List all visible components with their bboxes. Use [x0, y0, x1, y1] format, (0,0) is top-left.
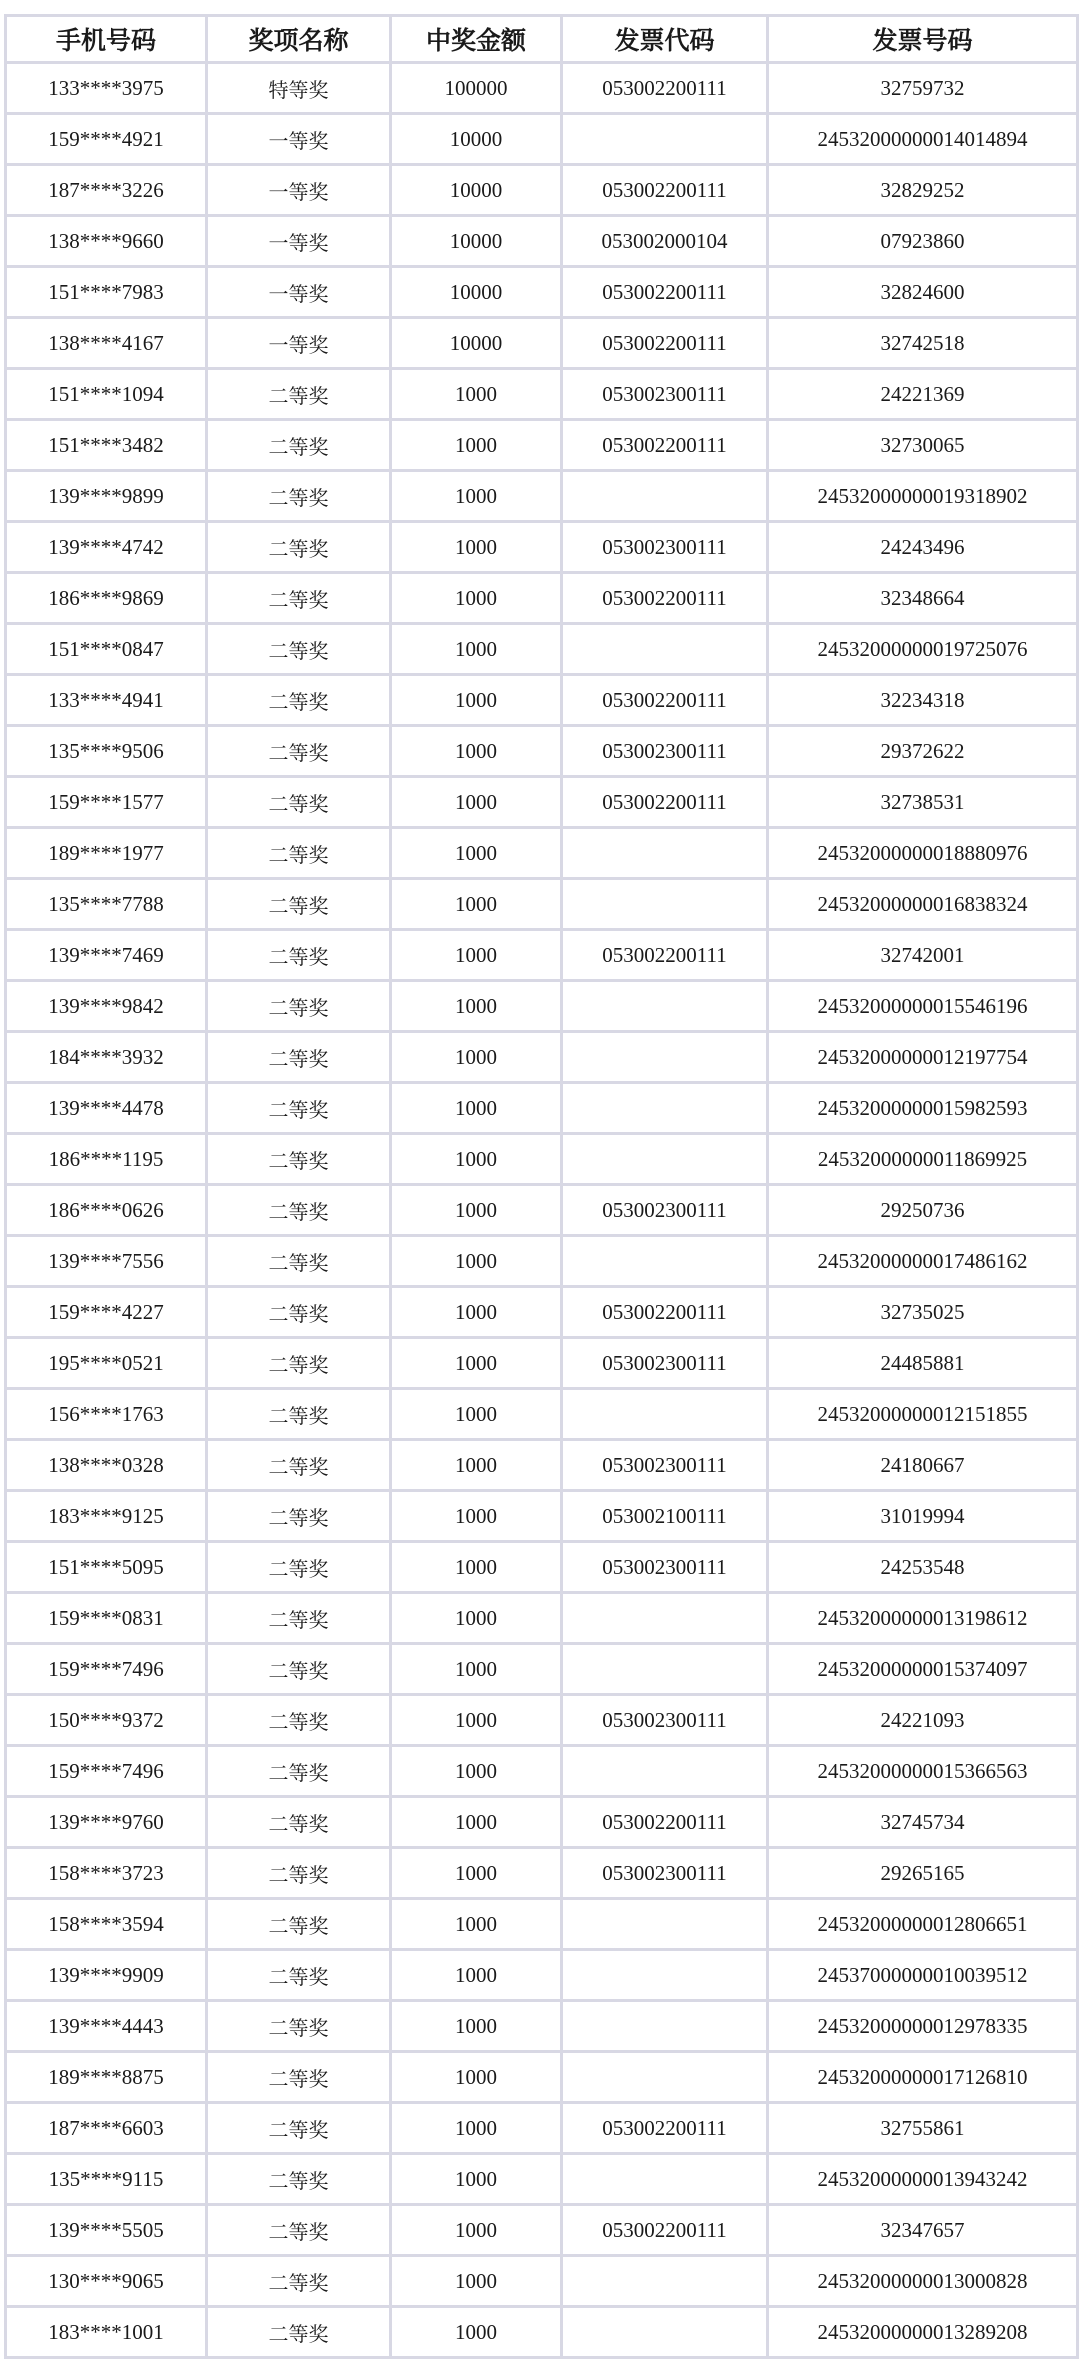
- table-row: [6, 930, 1078, 981]
- prize-name-cell: 二等奖: [207, 1491, 391, 1542]
- prize-amount-cell: 1000: [391, 624, 562, 675]
- invoice-number-cell: 07923860: [768, 216, 1078, 267]
- prize-name-cell: 二等奖: [207, 1287, 391, 1338]
- prize-name-cell: 二等奖: [207, 777, 391, 828]
- prize-amount-cell: 1000: [391, 1134, 562, 1185]
- table-row: [6, 2154, 1078, 2205]
- prize-name-cell: 二等奖: [207, 1950, 391, 2001]
- prize-name-cell: 二等奖: [207, 2307, 391, 2358]
- header-phone-number: 手机号码: [6, 16, 207, 63]
- invoice-code-cell: [562, 1899, 768, 1950]
- prize-name-cell: 二等奖: [207, 1542, 391, 1593]
- table-row: [6, 1695, 1078, 1746]
- invoice-code-cell: 053002200111: [562, 2103, 768, 2154]
- prize-amount-cell: 1000: [391, 1389, 562, 1440]
- phone-number-cell: 151****3482: [6, 420, 207, 471]
- phone-number-cell: 151****5095: [6, 1542, 207, 1593]
- prize-name-cell: 特等奖: [207, 63, 391, 114]
- prize-amount-cell: 1000: [391, 1083, 562, 1134]
- prize-name-cell: 二等奖: [207, 1644, 391, 1695]
- table-row: [6, 573, 1078, 624]
- invoice-number-cell: 24532000000019318902: [768, 471, 1078, 522]
- table-row: [6, 981, 1078, 1032]
- table-row: [6, 1032, 1078, 1083]
- phone-number-cell: 139****7469: [6, 930, 207, 981]
- phone-number-cell: 139****7556: [6, 1236, 207, 1287]
- invoice-code-cell: [562, 1644, 768, 1695]
- invoice-code-cell: [562, 1236, 768, 1287]
- prize-amount-cell: 10000: [391, 114, 562, 165]
- prize-amount-cell: 1000: [391, 828, 562, 879]
- table-row: [6, 2307, 1078, 2358]
- table-row: [6, 1338, 1078, 1389]
- invoice-code-cell: [562, 1134, 768, 1185]
- invoice-code-cell: 053002300111: [562, 369, 768, 420]
- prize-amount-cell: 1000: [391, 879, 562, 930]
- invoice-number-cell: 24532000000016838324: [768, 879, 1078, 930]
- header-invoice-number: 发票号码: [768, 16, 1078, 63]
- table-row: [6, 1440, 1078, 1491]
- prize-amount-cell: 1000: [391, 777, 562, 828]
- table-row: [6, 1797, 1078, 1848]
- phone-number-cell: 139****9909: [6, 1950, 207, 2001]
- phone-number-cell: 151****7983: [6, 267, 207, 318]
- invoice-number-cell: 24532000000017486162: [768, 1236, 1078, 1287]
- invoice-code-cell: 053002200111: [562, 420, 768, 471]
- prize-amount-cell: 1000: [391, 573, 562, 624]
- prize-amount-cell: 10000: [391, 216, 562, 267]
- phone-number-cell: 159****0831: [6, 1593, 207, 1644]
- phone-number-cell: 187****6603: [6, 2103, 207, 2154]
- prize-name-cell: 一等奖: [207, 267, 391, 318]
- prize-name-cell: 二等奖: [207, 2103, 391, 2154]
- invoice-code-cell: [562, 1389, 768, 1440]
- invoice-code-cell: 053002300111: [562, 1542, 768, 1593]
- invoice-number-cell: 24532000000018880976: [768, 828, 1078, 879]
- invoice-number-cell: 24221369: [768, 369, 1078, 420]
- table-row: [6, 675, 1078, 726]
- prize-name-cell: 二等奖: [207, 1236, 391, 1287]
- invoice-number-cell: 24532000000012806651: [768, 1899, 1078, 1950]
- invoice-number-cell: 24532000000019725076: [768, 624, 1078, 675]
- invoice-code-cell: 053002200111: [562, 777, 768, 828]
- table-row: [6, 624, 1078, 675]
- table-row: [6, 777, 1078, 828]
- table-row: [6, 1083, 1078, 1134]
- invoice-code-cell: 053002300111: [562, 1695, 768, 1746]
- table-row: [6, 1185, 1078, 1236]
- prize-name-cell: 一等奖: [207, 216, 391, 267]
- prize-name-cell: 二等奖: [207, 471, 391, 522]
- invoice-code-cell: 053002200111: [562, 165, 768, 216]
- phone-number-cell: 159****4921: [6, 114, 207, 165]
- invoice-number-cell: 31019994: [768, 1491, 1078, 1542]
- invoice-number-cell: 32745734: [768, 1797, 1078, 1848]
- prize-amount-cell: 1000: [391, 981, 562, 1032]
- prize-amount-cell: 1000: [391, 1950, 562, 2001]
- table-row: [6, 1899, 1078, 1950]
- prize-amount-cell: 1000: [391, 1899, 562, 1950]
- prize-name-cell: 二等奖: [207, 1134, 391, 1185]
- prize-name-cell: 二等奖: [207, 981, 391, 1032]
- invoice-code-cell: 053002200111: [562, 267, 768, 318]
- phone-number-cell: 139****4742: [6, 522, 207, 573]
- prize-name-cell: 二等奖: [207, 573, 391, 624]
- table-row: [6, 1848, 1078, 1899]
- invoice-number-cell: 24532000000014014894: [768, 114, 1078, 165]
- phone-number-cell: 139****9899: [6, 471, 207, 522]
- invoice-number-cell: 32738531: [768, 777, 1078, 828]
- invoice-number-cell: 24532000000015546196: [768, 981, 1078, 1032]
- invoice-number-cell: 24532000000012978335: [768, 2001, 1078, 2052]
- prize-name-cell: 二等奖: [207, 2001, 391, 2052]
- invoice-number-cell: 32347657: [768, 2205, 1078, 2256]
- invoice-number-cell: 32735025: [768, 1287, 1078, 1338]
- prize-name-cell: 一等奖: [207, 318, 391, 369]
- invoice-number-cell: 24537000000010039512: [768, 1950, 1078, 2001]
- table-row: [6, 369, 1078, 420]
- phone-number-cell: 184****3932: [6, 1032, 207, 1083]
- table-row: [6, 1491, 1078, 1542]
- invoice-number-cell: 24243496: [768, 522, 1078, 573]
- prize-name-cell: 二等奖: [207, 675, 391, 726]
- table-body: [6, 63, 1078, 2358]
- invoice-code-cell: [562, 2052, 768, 2103]
- prize-name-cell: 二等奖: [207, 1032, 391, 1083]
- prize-name-cell: 二等奖: [207, 879, 391, 930]
- invoice-code-cell: [562, 1083, 768, 1134]
- invoice-code-cell: [562, 2001, 768, 2052]
- prize-amount-cell: 1000: [391, 1746, 562, 1797]
- invoice-number-cell: 24180667: [768, 1440, 1078, 1491]
- invoice-number-cell: 24532000000013198612: [768, 1593, 1078, 1644]
- table-row: [6, 471, 1078, 522]
- phone-number-cell: 139****4478: [6, 1083, 207, 1134]
- invoice-code-cell: 053002300111: [562, 726, 768, 777]
- phone-number-cell: 135****7788: [6, 879, 207, 930]
- phone-number-cell: 159****7496: [6, 1746, 207, 1797]
- invoice-code-cell: 053002200111: [562, 1797, 768, 1848]
- prize-name-cell: 二等奖: [207, 1083, 391, 1134]
- table-row: [6, 2205, 1078, 2256]
- invoice-code-cell: [562, 114, 768, 165]
- prize-amount-cell: 1000: [391, 2307, 562, 2358]
- phone-number-cell: 158****3723: [6, 1848, 207, 1899]
- table-row: [6, 1644, 1078, 1695]
- prize-amount-cell: 1000: [391, 1491, 562, 1542]
- table-row: [6, 1287, 1078, 1338]
- prize-amount-cell: 1000: [391, 1593, 562, 1644]
- winners-table: [4, 14, 1079, 2359]
- invoice-code-cell: [562, 2307, 768, 2358]
- phone-number-cell: 150****9372: [6, 1695, 207, 1746]
- phone-number-cell: 151****0847: [6, 624, 207, 675]
- prize-name-cell: 二等奖: [207, 930, 391, 981]
- phone-number-cell: 183****1001: [6, 2307, 207, 2358]
- prize-name-cell: 二等奖: [207, 2052, 391, 2103]
- prize-amount-cell: 1000: [391, 1032, 562, 1083]
- prize-name-cell: 二等奖: [207, 1389, 391, 1440]
- invoice-code-cell: 053002300111: [562, 522, 768, 573]
- invoice-code-cell: [562, 624, 768, 675]
- invoice-code-cell: 053002200111: [562, 930, 768, 981]
- prize-amount-cell: 1000: [391, 1287, 562, 1338]
- invoice-number-cell: 32759732: [768, 63, 1078, 114]
- prize-name-cell: 二等奖: [207, 420, 391, 471]
- prize-amount-cell: 10000: [391, 165, 562, 216]
- phone-number-cell: 187****3226: [6, 165, 207, 216]
- invoice-code-cell: [562, 879, 768, 930]
- invoice-code-cell: 053002100111: [562, 1491, 768, 1542]
- invoice-code-cell: 053002200111: [562, 318, 768, 369]
- invoice-code-cell: [562, 1746, 768, 1797]
- invoice-number-cell: 24532000000011869925: [768, 1134, 1078, 1185]
- invoice-number-cell: 29265165: [768, 1848, 1078, 1899]
- header-invoice-code: 发票代码: [562, 16, 768, 63]
- phone-number-cell: 133****4941: [6, 675, 207, 726]
- phone-number-cell: 186****9869: [6, 573, 207, 624]
- invoice-number-cell: 24485881: [768, 1338, 1078, 1389]
- table-row: [6, 165, 1078, 216]
- phone-number-cell: 139****9760: [6, 1797, 207, 1848]
- invoice-number-cell: 32730065: [768, 420, 1078, 471]
- table-row: [6, 1746, 1078, 1797]
- table-row: [6, 2103, 1078, 2154]
- table-row: [6, 63, 1078, 114]
- prize-name-cell: 二等奖: [207, 1746, 391, 1797]
- phone-number-cell: 195****0521: [6, 1338, 207, 1389]
- invoice-code-cell: 053002200111: [562, 573, 768, 624]
- table-row: [6, 318, 1078, 369]
- table-row: [6, 267, 1078, 318]
- phone-number-cell: 139****9842: [6, 981, 207, 1032]
- invoice-code-cell: 053002300111: [562, 1338, 768, 1389]
- header-prize-name: 奖项名称: [207, 16, 391, 63]
- invoice-number-cell: 24532000000015374097: [768, 1644, 1078, 1695]
- table-row: [6, 2052, 1078, 2103]
- table-row: [6, 1389, 1078, 1440]
- prize-name-cell: 二等奖: [207, 522, 391, 573]
- invoice-number-cell: 24253548: [768, 1542, 1078, 1593]
- header-prize-amount: 中奖金额: [391, 16, 562, 63]
- prize-amount-cell: 1000: [391, 675, 562, 726]
- invoice-number-cell: 24532000000017126810: [768, 2052, 1078, 2103]
- prize-amount-cell: 1000: [391, 726, 562, 777]
- phone-number-cell: 189****8875: [6, 2052, 207, 2103]
- invoice-code-cell: 053002200111: [562, 1287, 768, 1338]
- invoice-number-cell: 24532000000013289208: [768, 2307, 1078, 2358]
- invoice-code-cell: [562, 1950, 768, 2001]
- prize-amount-cell: 1000: [391, 1440, 562, 1491]
- prize-amount-cell: 1000: [391, 2103, 562, 2154]
- prize-amount-cell: 1000: [391, 522, 562, 573]
- phone-number-cell: 138****9660: [6, 216, 207, 267]
- prize-name-cell: 二等奖: [207, 1797, 391, 1848]
- prize-name-cell: 二等奖: [207, 1338, 391, 1389]
- prize-amount-cell: 1000: [391, 930, 562, 981]
- invoice-number-cell: 29250736: [768, 1185, 1078, 1236]
- phone-number-cell: 159****4227: [6, 1287, 207, 1338]
- phone-number-cell: 138****0328: [6, 1440, 207, 1491]
- table-row: [6, 216, 1078, 267]
- phone-number-cell: 159****1577: [6, 777, 207, 828]
- header-row: [6, 16, 1078, 63]
- invoice-code-cell: [562, 828, 768, 879]
- prize-name-cell: 一等奖: [207, 165, 391, 216]
- prize-name-cell: 二等奖: [207, 1848, 391, 1899]
- invoice-code-cell: 053002200111: [562, 675, 768, 726]
- prize-amount-cell: 1000: [391, 2154, 562, 2205]
- invoice-number-cell: 24532000000013000828: [768, 2256, 1078, 2307]
- table-row: [6, 522, 1078, 573]
- prize-name-cell: 二等奖: [207, 1899, 391, 1950]
- table-row: [6, 2001, 1078, 2052]
- invoice-number-cell: 24532000000015982593: [768, 1083, 1078, 1134]
- table-row: [6, 420, 1078, 471]
- prize-amount-cell: 10000: [391, 267, 562, 318]
- prize-name-cell: 二等奖: [207, 624, 391, 675]
- invoice-code-cell: 053002000104: [562, 216, 768, 267]
- prize-amount-cell: 1000: [391, 2001, 562, 2052]
- invoice-number-cell: 24221093: [768, 1695, 1078, 1746]
- phone-number-cell: 183****9125: [6, 1491, 207, 1542]
- phone-number-cell: 130****9065: [6, 2256, 207, 2307]
- invoice-code-cell: [562, 1593, 768, 1644]
- prize-amount-cell: 1000: [391, 1338, 562, 1389]
- invoice-number-cell: 24532000000012151855: [768, 1389, 1078, 1440]
- invoice-code-cell: [562, 981, 768, 1032]
- table-row: [6, 114, 1078, 165]
- phone-number-cell: 133****3975: [6, 63, 207, 114]
- prize-amount-cell: 1000: [391, 1797, 562, 1848]
- phone-number-cell: 139****4443: [6, 2001, 207, 2052]
- prize-name-cell: 二等奖: [207, 369, 391, 420]
- prize-amount-cell: 10000: [391, 318, 562, 369]
- prize-name-cell: 二等奖: [207, 1440, 391, 1491]
- invoice-number-cell: 24532000000015366563: [768, 1746, 1078, 1797]
- invoice-number-cell: 24532000000012197754: [768, 1032, 1078, 1083]
- table-row: [6, 1542, 1078, 1593]
- prize-amount-cell: 1000: [391, 2052, 562, 2103]
- invoice-code-cell: 053002200111: [562, 63, 768, 114]
- invoice-code-cell: [562, 2154, 768, 2205]
- phone-number-cell: 158****3594: [6, 1899, 207, 1950]
- phone-number-cell: 186****0626: [6, 1185, 207, 1236]
- prize-name-cell: 二等奖: [207, 2256, 391, 2307]
- prize-amount-cell: 1000: [391, 1236, 562, 1287]
- table-row: [6, 1236, 1078, 1287]
- prize-amount-cell: 1000: [391, 1542, 562, 1593]
- invoice-code-cell: 053002200111: [562, 2205, 768, 2256]
- prize-name-cell: 二等奖: [207, 1185, 391, 1236]
- table-row: [6, 2256, 1078, 2307]
- invoice-code-cell: [562, 1032, 768, 1083]
- table-header: [6, 16, 1078, 63]
- invoice-number-cell: 32829252: [768, 165, 1078, 216]
- invoice-number-cell: 32742001: [768, 930, 1078, 981]
- phone-number-cell: 186****1195: [6, 1134, 207, 1185]
- prize-name-cell: 二等奖: [207, 828, 391, 879]
- prize-name-cell: 二等奖: [207, 2154, 391, 2205]
- prize-name-cell: 二等奖: [207, 2205, 391, 2256]
- invoice-number-cell: 32348664: [768, 573, 1078, 624]
- prize-name-cell: 二等奖: [207, 1593, 391, 1644]
- winners-table-container: [4, 14, 1076, 2359]
- table-row: [6, 1950, 1078, 2001]
- invoice-number-cell: 32742518: [768, 318, 1078, 369]
- phone-number-cell: 139****5505: [6, 2205, 207, 2256]
- prize-amount-cell: 1000: [391, 1695, 562, 1746]
- prize-amount-cell: 1000: [391, 2256, 562, 2307]
- invoice-code-cell: [562, 2256, 768, 2307]
- invoice-number-cell: 32824600: [768, 267, 1078, 318]
- prize-amount-cell: 1000: [391, 1644, 562, 1695]
- invoice-number-cell: 24532000000013943242: [768, 2154, 1078, 2205]
- prize-amount-cell: 1000: [391, 471, 562, 522]
- invoice-code-cell: 053002300111: [562, 1185, 768, 1236]
- phone-number-cell: 189****1977: [6, 828, 207, 879]
- table-row: [6, 726, 1078, 777]
- prize-amount-cell: 100000: [391, 63, 562, 114]
- invoice-number-cell: 32234318: [768, 675, 1078, 726]
- phone-number-cell: 135****9115: [6, 2154, 207, 2205]
- prize-name-cell: 二等奖: [207, 1695, 391, 1746]
- table-row: [6, 1134, 1078, 1185]
- phone-number-cell: 151****1094: [6, 369, 207, 420]
- table-row: [6, 1593, 1078, 1644]
- table-row: [6, 828, 1078, 879]
- invoice-number-cell: 32755861: [768, 2103, 1078, 2154]
- phone-number-cell: 159****7496: [6, 1644, 207, 1695]
- invoice-code-cell: 053002300111: [562, 1440, 768, 1491]
- prize-amount-cell: 1000: [391, 369, 562, 420]
- invoice-number-cell: 29372622: [768, 726, 1078, 777]
- prize-amount-cell: 1000: [391, 1185, 562, 1236]
- prize-amount-cell: 1000: [391, 420, 562, 471]
- prize-amount-cell: 1000: [391, 2205, 562, 2256]
- invoice-code-cell: [562, 471, 768, 522]
- phone-number-cell: 156****1763: [6, 1389, 207, 1440]
- prize-name-cell: 二等奖: [207, 726, 391, 777]
- phone-number-cell: 138****4167: [6, 318, 207, 369]
- prize-amount-cell: 1000: [391, 1848, 562, 1899]
- phone-number-cell: 135****9506: [6, 726, 207, 777]
- prize-name-cell: 一等奖: [207, 114, 391, 165]
- table-row: [6, 879, 1078, 930]
- invoice-code-cell: 053002300111: [562, 1848, 768, 1899]
